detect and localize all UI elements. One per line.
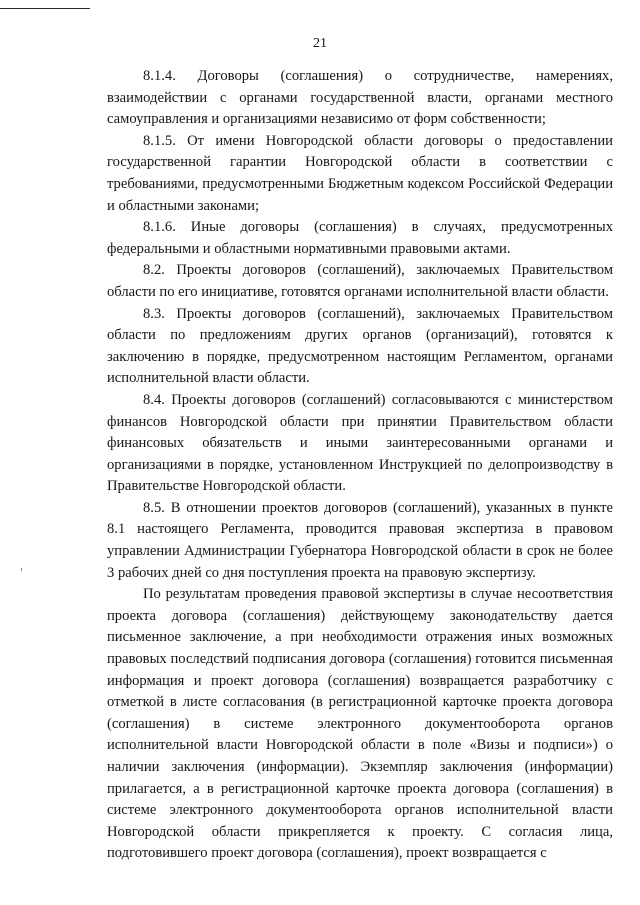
paragraph-8-2: 8.2. Проекты договоров (соглашений), заключаемых Правительством области по его инициативе, готовятся органами исполнительной власти области. — [107, 262, 613, 300]
page-number: 21 — [313, 36, 327, 51]
paragraph-8-4: 8.4. Проекты договоров (соглашений) согласовываются с министерством финансов Новгородской области при принятии Правительством области финансовых обязательств и иными заинтересованными органами и организациями в порядке, установленном Инструкцией по делопроизводству в Правительстве Новгородской области. — [107, 391, 613, 495]
scan-edge-line — [0, 8, 90, 9]
document-body — [107, 66, 613, 865]
paragraph-8-1-5: 8.1.5. От имени Новгородской области договоры о предоставлении государственной гарантии Новгородской области в соответствии с требованиями, предусмотренными Бюджетным кодексом Российской Федерации и областными законами; — [107, 132, 613, 214]
paragraph-8-1-6: 8.1.6. Иные договоры (соглашения) в случаях, предусмотренных федеральными и областными нормативными правовыми актами. — [107, 219, 613, 257]
scan-speck — [21, 568, 22, 571]
paragraph-8-1-4: 8.1.4. Договоры (соглашения) о сотрудничестве, намерениях, взаимодействии с органами государственной власти, органами местного самоуправления и организациями независимо от форм собственности; — [107, 68, 613, 128]
paragraph-8-5: 8.5. В отношении проектов договоров (соглашений), указанных в пункте 8.1 настоящего Регламента, проводится правовая экспертиза в правовом управлении Администрации Губернатора Новгородской области в срок не более 3 рабочих дней со дня поступления проекта на правовую экспертизу. — [107, 499, 613, 581]
paragraph-8-5-continuation: По результатам проведения правовой экспертизы в случае несоответствия проекта договора (соглашения) действующему законодательству дается письменное заключение, а при необходимости отражения иных возможных правовых последствий подписания договора (соглашения) готовится письменная информация и проект договора (соглашения) возвращается разработчику с отметкой в листе согласования (в регистрационной карточке проекта договора (соглашения) в системе электронного документооборота органов исполнительной власти Новгородской области в поле «Визы и подписи») о наличии заключения (информации). Экземпляр заключения (информации) прилагается, а в регистрационной карточке проекта договора (соглашения) в системе электронного документооборота органов исполнительной власти Новгородской области прикрепляется к проекту. С согласия лица, подготовившего проект договора (соглашения), проект возвращается с — [107, 586, 613, 862]
paragraph-8-3: 8.3. Проекты договоров (соглашений), заключаемых Правительством области по предложениям других органов (организаций), готовятся к заключению в порядке, предусмотренном настоящим Регламентом, органами исполнительной власти области. — [107, 305, 613, 387]
